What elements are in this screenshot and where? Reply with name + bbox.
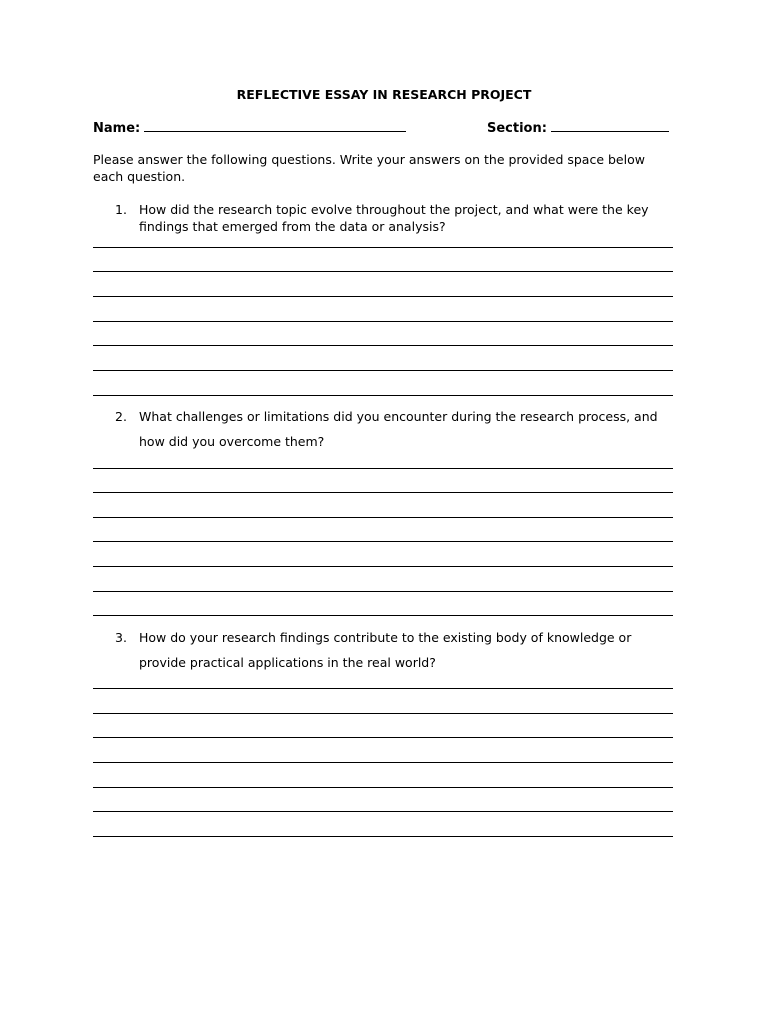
question-2 [115, 404, 675, 454]
question-text: How did the research topic evolve throughout the project, and what were the key findings that emerged from the data or analysis? [139, 202, 649, 234]
question-number: 1. [115, 202, 127, 217]
section-label: Section: [487, 121, 547, 136]
name-label: Name: [93, 121, 141, 136]
answer-line [93, 591, 673, 592]
question-3 [115, 625, 675, 675]
question-number: 3. [115, 630, 127, 645]
question-text: What challenges or limitations did you encounter during the research process, and how did you overcome them? [139, 409, 658, 449]
answer-line [93, 836, 673, 837]
question-number: 2. [115, 409, 127, 424]
answer-line [93, 762, 673, 763]
answer-line [93, 247, 673, 248]
name-blank-line [144, 119, 406, 132]
answer-line [93, 296, 673, 297]
question-1 [115, 201, 675, 235]
answer-line [93, 492, 673, 493]
answer-line [93, 713, 673, 714]
instructions-text: Please answer the following questions. Write your answers on the provided space below each question. [93, 152, 645, 184]
answer-line [93, 345, 673, 346]
answer-line [93, 787, 673, 788]
question-text: How do your research findings contribute to the existing body of knowledge or provide practical applications in the real world? [139, 630, 632, 670]
answer-line [93, 811, 673, 812]
answer-line [93, 271, 673, 272]
answer-line [93, 468, 673, 469]
answer-line [93, 517, 673, 518]
page-title: REFLECTIVE ESSAY IN RESEARCH PROJECT [236, 87, 532, 102]
section-field [487, 119, 669, 136]
answer-line [93, 737, 673, 738]
name-field [93, 119, 406, 136]
section-blank-line [551, 119, 669, 132]
answer-line [93, 566, 673, 567]
answer-line [93, 370, 673, 371]
answer-line [93, 615, 673, 616]
answer-line [93, 541, 673, 542]
answer-line [93, 321, 673, 322]
answer-line [93, 688, 673, 689]
answer-line [93, 395, 673, 396]
